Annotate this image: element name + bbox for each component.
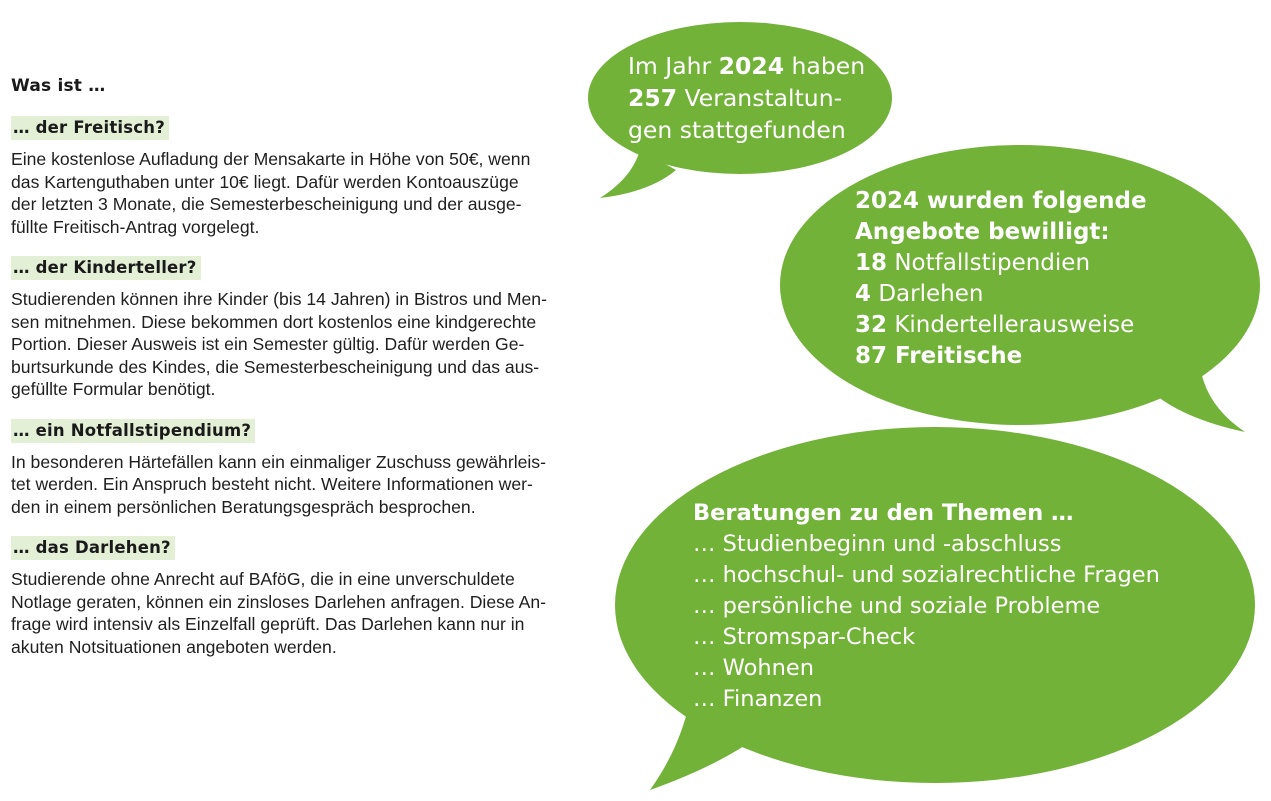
grant-count: 32	[855, 312, 888, 338]
grant-label: Kindertellerausweise	[887, 312, 1135, 338]
body-line: den in einem persönlichen Beratungsgespräch besprochen.	[11, 496, 476, 517]
grant-count: 18	[855, 250, 888, 276]
body-line: Studierenden können ihre Kinder (bis 14 Jahren) in Bistros und Men-	[11, 289, 547, 309]
body-line: Portion. Dieser Ausweis ist ein Semester gültig. Dafür werden Ge-	[11, 334, 525, 354]
bubble-events-text	[628, 50, 878, 146]
body-line: das Kartenguthaben unter 10€ liegt. Dafür werden Kontoauszüge	[11, 171, 519, 192]
advice-topic: … Studienbeginn und -abschluss	[693, 531, 1062, 557]
year-value: 2024	[718, 52, 785, 80]
section-body	[11, 568, 631, 658]
faq-section-notfallstipendium	[11, 419, 631, 519]
body-line: frage wird intensiv als Einzelfall geprüft. Das Darlehen kann nur in	[11, 614, 525, 634]
section-heading: … der Kinderteller?	[11, 256, 201, 280]
bubble-grants-title2: Angebote bewilligt:	[855, 219, 1110, 245]
section-heading: … das Darlehen?	[11, 536, 175, 560]
advice-topic: … Stromspar-Check	[693, 624, 916, 650]
events-count: 257	[628, 84, 678, 112]
advice-topic: … persönliche und soziale Probleme	[693, 593, 1101, 619]
body-line: In besonderen Härtefällen kann ein einmaliger Zuschuss gewährleis-	[11, 451, 546, 472]
text: Veranstaltun-	[677, 84, 843, 112]
text: Im Jahr	[628, 52, 719, 80]
faq-section-darlehen	[11, 536, 631, 658]
bubble-events-line1	[628, 50, 878, 82]
section-heading: … ein Notfallstipendium?	[11, 419, 255, 443]
grant-item	[855, 341, 1185, 372]
faq-column	[11, 76, 631, 676]
body-line: der letzten 3 Monate, die Semesterbescheinigung und der ausge-	[11, 194, 522, 214]
grant-item	[855, 248, 1185, 279]
body-line: burtsurkunde des Kindes, die Semesterbescheinigung und das aus-	[11, 356, 540, 377]
bubble-grants-text	[855, 186, 1185, 372]
body-line: füllte Freitisch-Antrag vorgelegt.	[11, 216, 260, 237]
faq-section-freitisch	[11, 116, 631, 238]
advice-topic: … Finanzen	[693, 686, 823, 712]
bubble-events-line2	[628, 82, 878, 114]
bubble-grants-title1: 2024 wurden folgende	[855, 188, 1147, 214]
intro-heading: Was ist …	[11, 76, 106, 96]
grant-label: Freitische	[887, 343, 1023, 369]
grant-item	[855, 279, 1185, 310]
advice-topic: … Wohnen	[693, 655, 814, 681]
grant-label: Darlehen	[871, 281, 984, 307]
body-line: Eine kostenlose Aufladung der Mensakarte in Höhe von 50€, wenn	[11, 149, 531, 169]
body-line: Studierende ohne Anrecht auf BAföG, die in eine unverschuldete	[11, 569, 515, 589]
section-body	[11, 288, 631, 401]
advice-topic: … hochschul- und sozialrechtliche Fragen	[693, 562, 1160, 588]
body-line: gefüllte Formular benötigt.	[11, 379, 216, 399]
faq-section-kinderteller	[11, 256, 631, 401]
text: haben	[784, 52, 866, 80]
body-line: Notlage geraten, können ein zinsloses Darlehen anfragen. Diese An-	[11, 591, 546, 612]
body-line: tet werden. Ein Anspruch besteht nicht. Weitere Informationen wer-	[11, 474, 533, 494]
section-heading: … der Freitisch?	[11, 116, 169, 140]
section-body	[11, 148, 631, 238]
grant-item	[855, 310, 1185, 341]
bubble-advice-title: Beratungen zu den Themen …	[693, 500, 1074, 526]
section-body	[11, 451, 631, 519]
body-line: sen mitnehmen. Diese bekommen dort kostenlos eine kindgerechte	[11, 311, 537, 332]
grant-count: 4	[855, 281, 872, 307]
grant-label: Notfallstipendien	[887, 250, 1091, 276]
grant-count: 87	[855, 343, 888, 369]
bubble-advice-text	[693, 498, 1213, 715]
bubble-events-line3: gen stattgefunden	[628, 116, 846, 144]
body-line: akuten Notsituationen angeboten werden.	[11, 636, 337, 657]
